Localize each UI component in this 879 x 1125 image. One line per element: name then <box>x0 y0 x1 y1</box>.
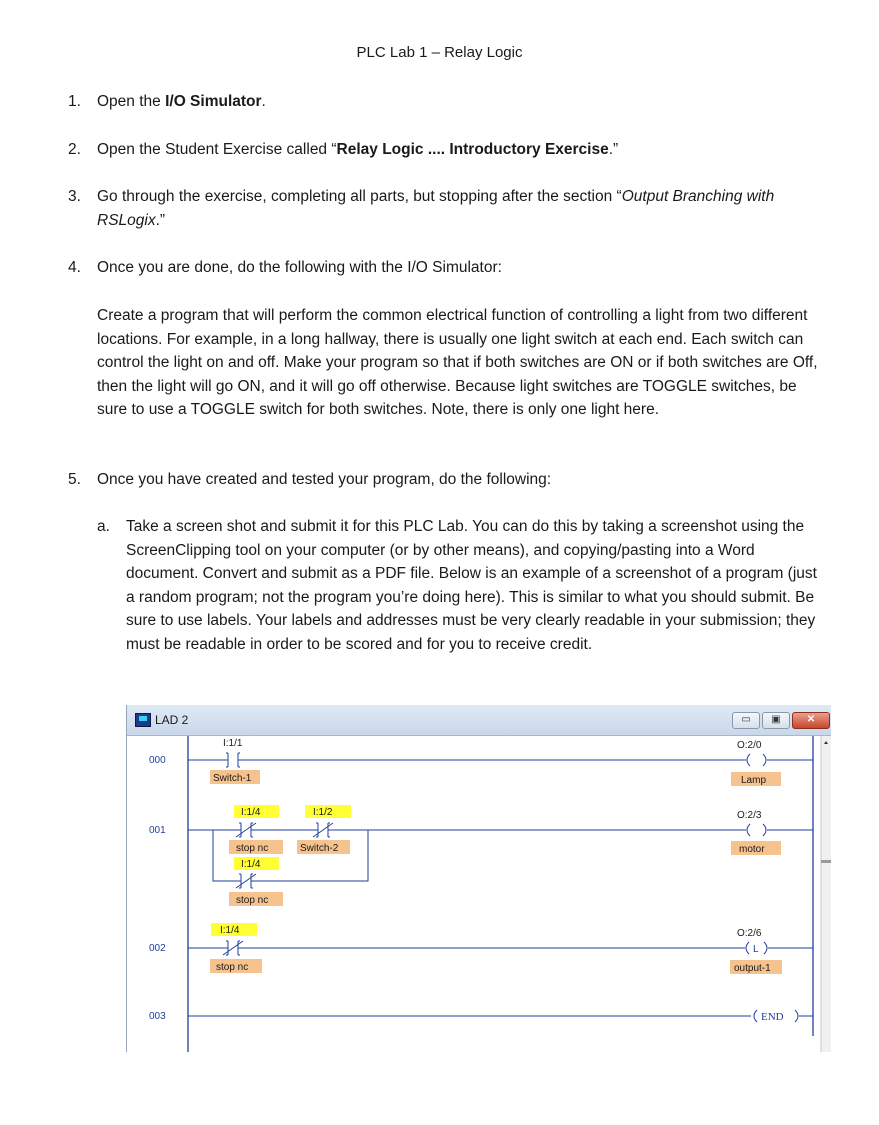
sub-item-letter: a. <box>97 518 110 535</box>
rung-000[interactable] <box>149 738 813 786</box>
rung-number: 003 <box>149 1011 166 1022</box>
step-number: 2. <box>68 141 81 158</box>
step-number: 1. <box>68 93 81 110</box>
step-text: Once you have created and tested your program, do the following: <box>97 471 552 488</box>
minimize-button[interactable]: ▭ <box>732 712 760 729</box>
coil-address: O:2/6 <box>737 928 762 939</box>
contact-label: stop nc <box>236 843 269 854</box>
contact-address: I:1/2 <box>313 807 333 818</box>
step-number: 3. <box>68 188 81 205</box>
rung-number: 000 <box>149 755 166 766</box>
contact-label: stop nc <box>216 962 249 973</box>
coil-lamp[interactable] <box>731 740 781 786</box>
rung-number: 001 <box>149 825 166 836</box>
contact-label: Switch-1 <box>213 773 252 784</box>
contact-no-switch-1[interactable] <box>210 738 260 784</box>
step-4-paragraph: Create a program that will perform the common electrical function of controlling a light from two different locations. For example, in a long hallway, there is usually one light switch at each end. Each switch can control the light on and off. Make your program so that if both switches are ON or if both switches are Off, then the light will go ON, and it will go off otherwise. Because light switches are TOGGLE switches, be sure to use a TOGGLE switch for both switches. Note, there is only one light here. <box>97 307 818 418</box>
coil-label: Lamp <box>741 775 767 786</box>
rung-number: 002 <box>149 943 166 954</box>
coil-address: O:2/0 <box>737 740 762 751</box>
contact-symbol <box>310 823 336 837</box>
rung-001[interactable] <box>149 805 813 906</box>
ladder-diagram <box>127 736 831 1052</box>
rung-003[interactable] <box>149 1010 813 1023</box>
branch-wire <box>213 830 368 881</box>
coil-label: output-1 <box>734 963 771 974</box>
app-icon <box>135 713 151 727</box>
end-instruction[interactable] <box>754 1010 798 1023</box>
maximize-button[interactable]: ▣ <box>762 712 790 729</box>
close-button[interactable]: ✕ <box>792 712 830 729</box>
coil-symbol <box>747 824 766 836</box>
contact-label: Switch-2 <box>300 843 339 854</box>
step-text: Go through the exercise, completing all parts, but stopping after the section “Output Branching with RSLogix.” <box>97 188 775 229</box>
step-number: 5. <box>68 471 81 488</box>
document-title: PLC Lab 1 – Relay Logic <box>356 44 523 61</box>
scrollbar-thumb[interactable] <box>821 860 831 863</box>
lad-titlebar <box>127 705 831 736</box>
contact-address: I:1/1 <box>223 738 243 749</box>
coil-motor[interactable] <box>731 810 781 855</box>
contact-symbol <box>233 823 259 837</box>
contact-symbol <box>233 874 259 888</box>
contact-address: I:1/4 <box>220 925 240 936</box>
step-text: Open the I/O Simulator. <box>97 93 266 110</box>
coil-address: O:2/3 <box>737 810 762 821</box>
vertical-scrollbar[interactable] <box>821 736 831 1052</box>
contact-label: stop nc <box>236 895 269 906</box>
step-text: Once you are done, do the following with the I/O Simulator: <box>97 259 502 276</box>
contact-address: I:1/4 <box>241 807 261 818</box>
sub-item-text: Take a screen shot and submit it for this PLC Lab. You can do this by taking a screenshot using the ScreenClipping tool on your computer (or by other means), and copying/pasting into a Word document. Convert and submit as a PDF file. Below is an example of a screenshot of a program (just a random program; not the program you’re doing here). This is similar to what you should submit. Be sure to use labels. Your labels and addresses must be very clearly readable in your submission; they must be readable in order to be scored and for you to receive credit. <box>126 518 817 653</box>
coil-label: motor <box>739 844 765 855</box>
coil-symbol <box>747 754 766 766</box>
contact-address: I:1/4 <box>241 859 261 870</box>
lad-window-title: LAD 2 <box>155 713 189 727</box>
contact-symbol <box>220 941 246 955</box>
step-number: 4. <box>68 259 81 276</box>
coil-latch-output-1[interactable] <box>730 928 782 974</box>
lad-window <box>126 705 831 1052</box>
rung-002[interactable] <box>149 923 813 974</box>
step-text: Open the Student Exercise called “Relay Logic .... Introductory Exercise.” <box>97 141 619 158</box>
end-label: END <box>761 1011 784 1023</box>
contact-symbol <box>220 753 246 767</box>
latch-letter: L <box>753 944 759 955</box>
